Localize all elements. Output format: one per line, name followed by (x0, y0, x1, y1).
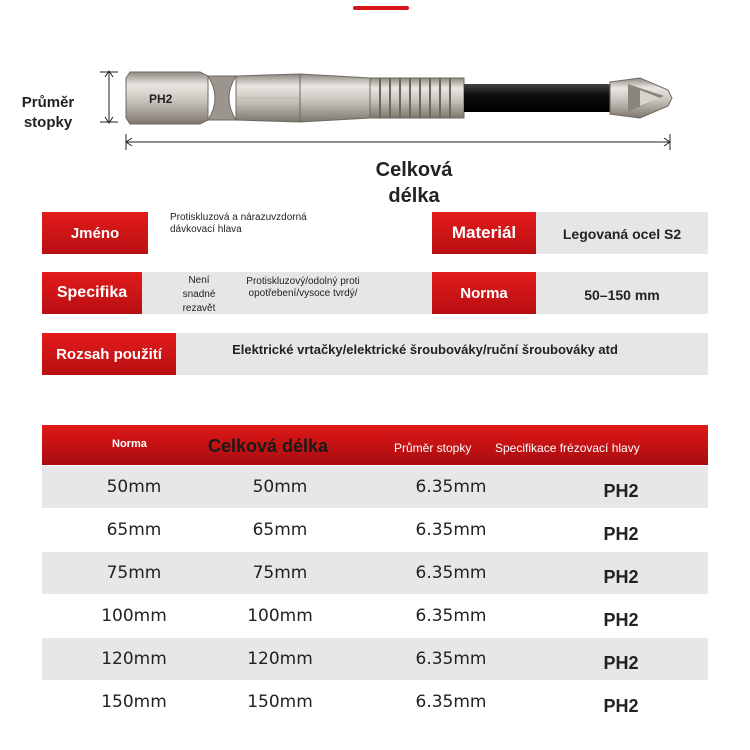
cell-shank-diameter: 6.35mm (415, 563, 487, 583)
name-label-box (42, 212, 148, 254)
cell-shank-diameter: 6.35mm (415, 520, 487, 540)
cell-norma: 120mm (101, 649, 167, 669)
table-row (42, 552, 708, 594)
cell-total-length: 50mm (252, 477, 308, 497)
cell-head-spec: PH2 (603, 610, 639, 630)
header-norma: Norma (112, 438, 147, 450)
cell-shank-diameter: 6.35mm (415, 692, 487, 712)
material-label-box (432, 212, 536, 254)
cell-shank-diameter: 6.35mm (415, 477, 487, 497)
header-head-spec: Specifikace frézovací hlavy (495, 441, 640, 455)
norm-value: 50–150 mm (584, 287, 660, 303)
spec-table-header (42, 425, 708, 465)
name-label: Jméno (70, 224, 120, 242)
spec-label: Specifika (56, 284, 128, 301)
cell-total-length: 75mm (252, 563, 308, 583)
usage-label: Rozsah použití (56, 345, 162, 363)
cell-head-spec: PH2 (603, 653, 639, 673)
header-total-length: Celková délka (208, 436, 329, 456)
cell-head-spec: PH2 (603, 481, 639, 501)
norm-label-box (432, 272, 536, 314)
usage-label-box (42, 333, 176, 375)
cell-shank-diameter: 6.35mm (415, 649, 487, 669)
top-accent-bar (353, 6, 409, 10)
screwdriver-bit-diagram (0, 60, 750, 160)
usage-value: Elektrické vrtačky/elektrické šroubováky/ruční šroubováky atd (232, 342, 618, 357)
spec-label-box (42, 272, 142, 314)
material-label: Materiál (451, 223, 517, 242)
name-value: Protiskluzová a nárazuvzdorná dávkovací hlava (170, 212, 307, 235)
header-shank-diameter: Průměr stopky (394, 441, 472, 455)
table-row (42, 509, 708, 551)
cell-norma: 100mm (101, 606, 167, 626)
cell-head-spec: PH2 (603, 567, 639, 587)
table-row (42, 638, 708, 680)
spec-value-1: Není snadné rezavět (182, 275, 216, 314)
spec-value-2: Protiskluzový/odolný proti opotřebení/vysoce tvrdý/ (246, 276, 360, 299)
cell-norma: 75mm (106, 563, 162, 583)
table-row (42, 681, 708, 723)
cell-head-spec: PH2 (603, 524, 639, 544)
material-value: Legovaná ocel S2 (562, 226, 682, 242)
bit-size-label: PH2 (149, 92, 173, 106)
cell-norma: 50mm (106, 477, 162, 497)
cell-norma: 150mm (101, 692, 167, 712)
cell-total-length: 150mm (247, 692, 313, 712)
table-row (42, 595, 708, 637)
total-length-label: Celková délka (375, 159, 453, 207)
norm-label: Norma (460, 284, 508, 302)
cell-total-length: 100mm (247, 606, 313, 626)
shank-diameter-label: Průměr stopky (21, 94, 75, 131)
cell-shank-diameter: 6.35mm (415, 606, 487, 626)
cell-head-spec: PH2 (603, 696, 639, 716)
cell-total-length: 120mm (247, 649, 313, 669)
table-row (42, 466, 708, 508)
cell-total-length: 65mm (252, 520, 308, 540)
cell-norma: 65mm (106, 520, 162, 540)
